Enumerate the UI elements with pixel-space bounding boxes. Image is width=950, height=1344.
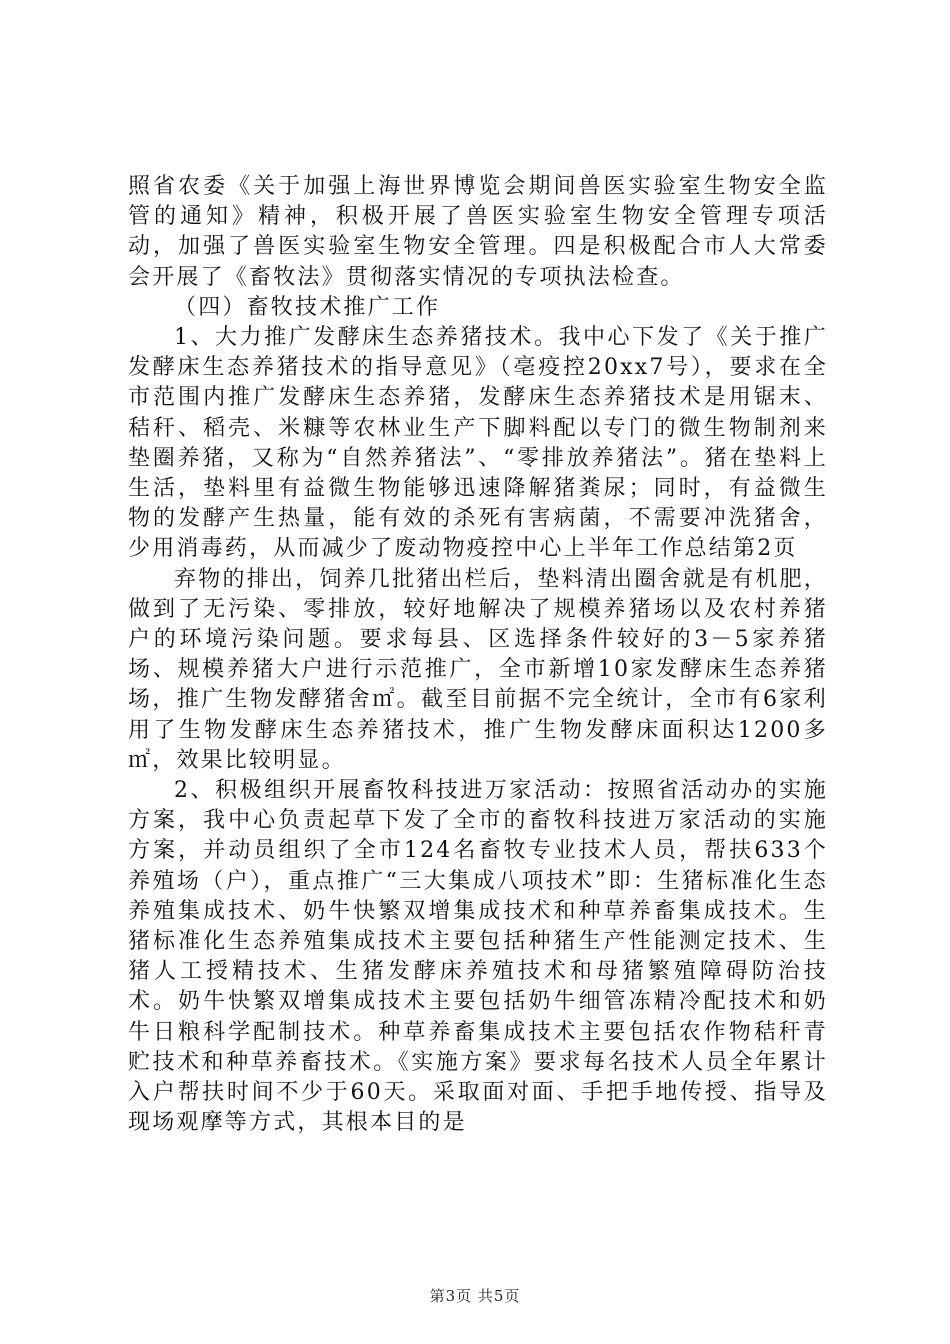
section-heading: （四）畜牧技术推广工作 (174, 294, 441, 320)
body-text (128, 172, 828, 1139)
paragraph-fermentation-bed: 1、大力推广发酵床生态养猪技术。我中心下发了《关于推广发酵床生态养猪技术的指导意见》（亳疫控20xx7号），要求在全市范围内推广发酵床生态养猪，发酵床生态养猪技术是用锯末、秸秆、稻壳、米糠等农林业生产下脚料配以专门的微生物制剂来垫圈养猪，又称为“自然养猪法”、“零排放养猪法”。猪在垫料上生活，垫料里有益微生物能够迅速降解猪粪尿；同时，有益微生物的发酵产生热量，能有效的杀死有害病菌，不需要冲洗猪舍，少用消毒药，从而减少了废动物疫控中心上半年工作总结第2页 (128, 325, 828, 562)
paragraph-tech-promotion: 2、积极组织开展畜牧科技进万家活动：按照省活动办的实施方案，我中心负责起草下发了全市的畜牧科技进万家活动的实施方案，并动员组织了全市124名畜牧专业技术人员，帮扶633个养殖场（户），重点推广“三大集成八项技术”即：生猪标准化生态养殖集成技术、奶牛快繁双增集成技术和种草养畜集成技术。生猪标准化生态养殖集成技术主要包括种猪生产性能测定技术、生猪人工授精技术、生猪发酵床养殖技术和母猪繁殖障碍防治技术。奶牛快繁双增集成技术主要包括奶牛细管冻精冷配技术和奶牛日粮科学配制技术。种草养畜集成技术主要包括农作物秸秆青贮技术和种草养畜技术。《实施方案》要求每名技术人员全年累计入户帮扶时间不少于60天。采取面对面、手把手地传授、指导及现场观摩等方式，其根本目的是 (128, 778, 828, 1136)
paragraph-continued: 照省农委《关于加强上海世界博览会期间兽医实验室生物安全监管的通知》精神，积极开展了兽医实验室生物安全管理专项活动，加强了兽医实验室生物安全管理。四是积极配合市人大常委会开展了《畜牧法》贯彻落实情况的专项执法检查。 (128, 174, 828, 290)
page-number-footer: 第3页 共5页 (429, 1287, 521, 1305)
paragraph-waste-discharge: 弃物的排出，饲养几批猪出栏后，垫料清出圈舍就是有机肥，做到了无污染、零排放，较好地解决了规模养猪场以及农村养猪户的环境污染问题。要求每县、区选择条件较好的3－5家养猪场、规模养猪大户进行示范推广，全市新增10家发酵床生态养猪场，推广生物发酵猪舍㎡。截至目前据不完全统计，全市有6家利用了生物发酵床生态养猪技术，推广生物发酵床面积达1200多㎡，效果比较明显。 (128, 566, 828, 773)
